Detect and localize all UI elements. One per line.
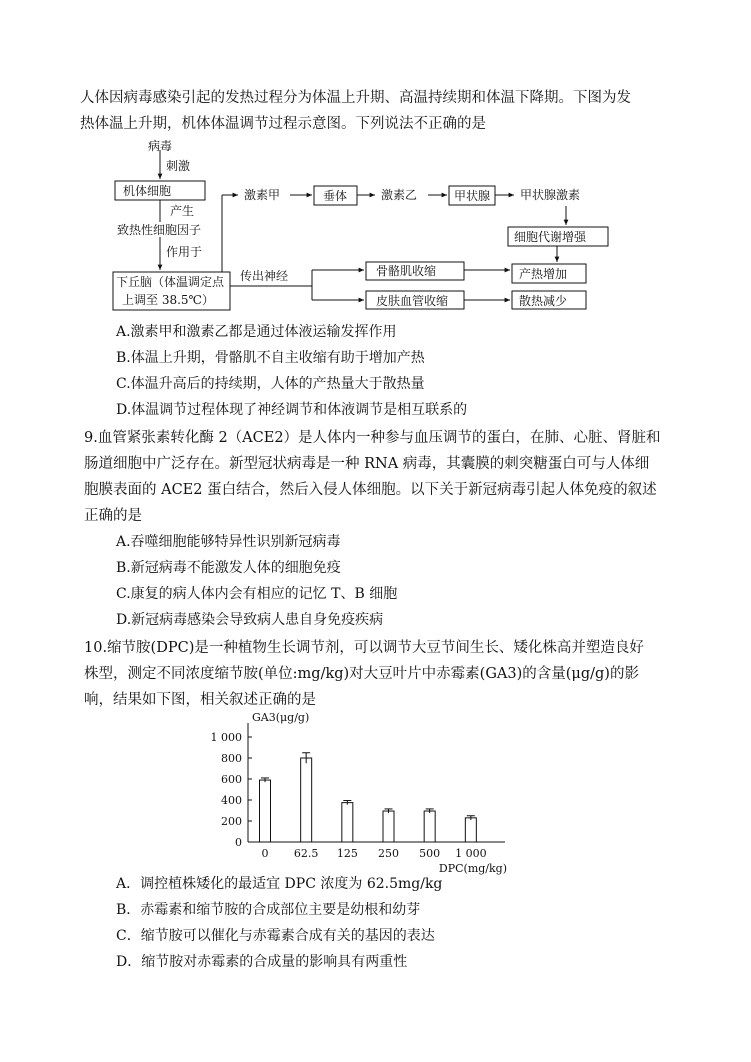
q10-option-a[interactable]: A．调控植株矮化的最适宜 DPC 浓度为 62.5mg/kg — [116, 876, 443, 892]
label-hormone-a: 激素甲 — [244, 188, 281, 202]
x-axis-label: DPC(mg/kg) — [438, 862, 507, 875]
bar — [260, 780, 271, 842]
box-body-cells: 机体细胞 — [123, 184, 172, 198]
q8-option-d[interactable]: D.体温调节过程体现了神经调节和体液调节是相互联系的 — [116, 402, 468, 418]
q9-option-c[interactable]: C.康复的病人体内会有相应的记忆 T、B 细胞 — [116, 586, 398, 602]
q10-stem-line-3: 响，结果如下图，相关叙述正确的是 — [84, 692, 316, 708]
x-tick-label: 0 — [261, 847, 269, 860]
label-efferent-nerve: 传出神经 — [240, 269, 289, 283]
bar — [301, 758, 312, 842]
bar — [342, 803, 353, 842]
x-tick-label: 1 000 — [455, 847, 487, 860]
x-tick-label: 125 — [336, 847, 358, 860]
box-vessel: 皮肤血管收缩 — [376, 294, 449, 308]
q10-stem-line-1: 10.缩节胺(DPC)是一种植物生长调节剂，可以调节大豆节间生长、矮化株高并塑造良好 — [84, 640, 644, 656]
q8-stem-line-1: 人体因病毒感染引起的发热过程分为体温上升期、高温持续期和体温下降期。下图为发 — [80, 90, 631, 106]
q10-option-b[interactable]: B．赤霉素和缩节胺的合成部位主要是幼根和幼芽 — [116, 902, 421, 918]
label-produce: 产生 — [170, 204, 195, 218]
label-act-on: 作用于 — [166, 245, 203, 259]
q9-option-a[interactable]: A.吞噬细胞能够特异性识别新冠病毒 — [116, 534, 341, 550]
bar — [424, 811, 435, 842]
box-thyroid: 甲状腺 — [454, 189, 491, 203]
box-muscle: 骨骼肌收缩 — [376, 264, 437, 278]
label-hormone-b: 激素乙 — [381, 188, 418, 202]
label-virus: 病毒 — [148, 139, 173, 153]
label-pyrogen: 致热性细胞因子 — [117, 223, 202, 237]
y-tick-label: 1 000 — [210, 731, 242, 744]
q9-stem-line-3: 胞膜表面的 ACE2 蛋白结合，然后入侵人体细胞。以下关于新冠病毒引起人体免疫的叙述 — [84, 482, 657, 498]
q10-option-d[interactable]: D．缩节胺对赤霉素的合成量的影响具有两重性 — [116, 954, 408, 970]
q8-option-a[interactable]: A.激素甲和激素乙都是通过体液运输发挥作用 — [116, 324, 397, 340]
box-heat-decrease: 散热减少 — [519, 294, 568, 308]
q8-option-c[interactable]: C.体温升高后的持续期，人体的产热量大于散热量 — [116, 376, 425, 392]
y-axis-label: GA3(μg/g) — [252, 711, 310, 724]
q10-option-c[interactable]: C．缩节胺可以催化与赤霉素合成有关的基因的表达 — [116, 928, 435, 944]
q10-stem-line-2: 株型，测定不同浓度缩节胺(单位:mg/kg)对大豆叶片中赤霉素(GA3)的含量(μg/g)的影 — [84, 666, 639, 682]
x-tick-label: 62.5 — [293, 847, 319, 860]
q9-option-d[interactable]: D.新冠病毒感染会导致病人患自身免疫疾病 — [116, 612, 384, 628]
box-hypothalamus-line-1: 下丘脑（体温调定点 — [116, 275, 225, 289]
label-thyroxine: 甲状腺激素 — [520, 188, 581, 202]
x-tick-label: 500 — [419, 847, 441, 860]
bar — [465, 818, 476, 842]
q9-option-b[interactable]: B.新冠病毒不能激发人体的细胞免疫 — [116, 560, 341, 576]
y-tick-label: 600 — [221, 773, 242, 786]
q9-stem-line-2: 肠道细胞中广泛存在。新型冠状病毒是一种 RNA 病毒，其囊膜的刺突糖蛋白可与人体细 — [84, 456, 650, 472]
label-stimulate: 刺激 — [166, 159, 191, 173]
q9-stem-line-1: 9.血管紧张素转化酶 2（ACE2）是人体内一种参与血压调节的蛋白，在肺、心脏、肾脏和 — [84, 430, 661, 446]
box-heat-increase: 产热增加 — [519, 267, 568, 281]
box-metabolism: 细胞代谢增强 — [514, 230, 587, 244]
box-pituitary: 垂体 — [323, 189, 348, 203]
q8-option-b[interactable]: B.体温上升期，骨骼肌不自主收缩有助于增加产热 — [116, 350, 425, 366]
y-tick-label: 800 — [221, 752, 242, 765]
x-tick-label: 250 — [378, 847, 399, 860]
bar — [383, 811, 394, 842]
q9-stem-line-4: 正确的是 — [84, 508, 142, 524]
y-tick-label: 200 — [221, 815, 242, 828]
box-hypothalamus-line-2: 上调至 38.5℃） — [122, 293, 214, 307]
y-tick-label: 0 — [235, 836, 242, 849]
y-tick-label: 400 — [221, 794, 242, 807]
q8-stem-line-2: 热体温上升期，机体体温调节过程示意图。下列说法不正确的是 — [80, 116, 486, 132]
